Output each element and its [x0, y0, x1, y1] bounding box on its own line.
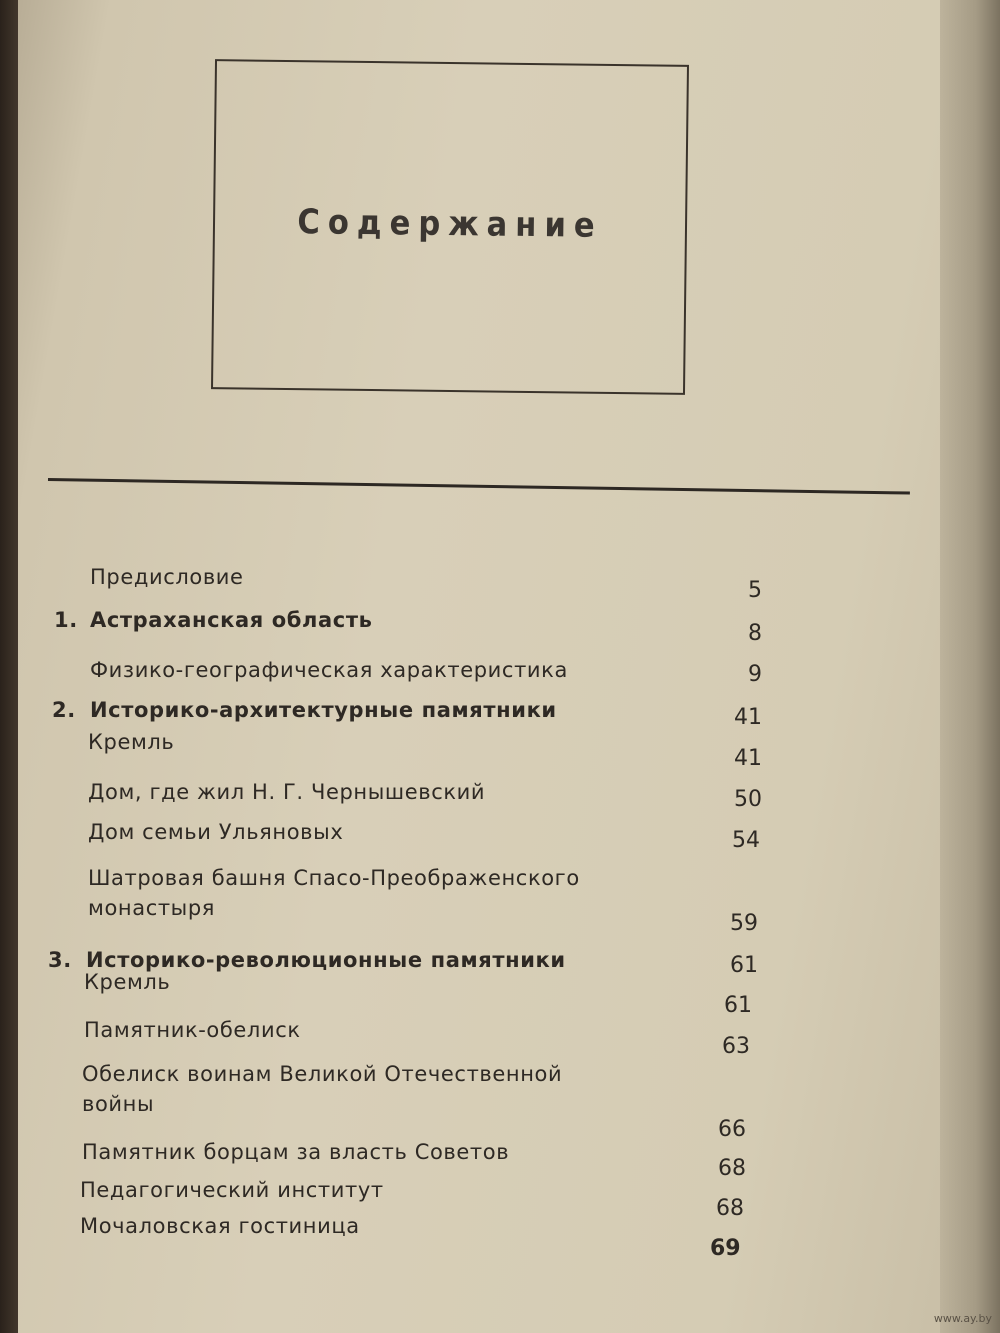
toc-entry-title-continued: монастыря: [88, 896, 216, 920]
toc-entry-page: 69: [710, 1236, 741, 1261]
toc-entry-title: Физико-географическая характеристика: [90, 658, 568, 682]
toc-chapter-title: Историко-революционные памятники: [86, 948, 566, 972]
toc-chapter-number: 2.: [52, 698, 76, 722]
book-page: [18, 0, 950, 1333]
toc-entry-page: 9: [748, 662, 762, 687]
toc-chapter-number: 1.: [54, 608, 78, 632]
toc-entry-title-continued: войны: [82, 1092, 155, 1116]
toc-entry-title: Предисловие: [90, 565, 244, 589]
toc-entry-title: Педагогический институт: [80, 1178, 384, 1202]
toc-entry-title: Дом семьи Ульяновых: [88, 820, 344, 844]
toc-entry-page: 8: [748, 621, 762, 646]
toc-entry-title: Кремль: [88, 730, 175, 754]
watermark: www.ay.by: [933, 1312, 992, 1325]
toc-entry-page: 61: [724, 993, 752, 1018]
toc-entry-page: 50: [734, 787, 762, 812]
toc-entry-page: 5: [748, 578, 762, 603]
toc-entry-page: 59: [730, 911, 758, 936]
toc-chapter-title: Астраханская область: [90, 608, 373, 632]
toc-entry-title: Обелиск воинам Великой Отечественной: [82, 1062, 563, 1086]
toc-entry-title: Дом, где жил Н. Г. Чернышевский: [88, 780, 486, 804]
toc-entry-page: 68: [718, 1156, 746, 1181]
toc-chapter-title: Историко-архитектурные памятники: [90, 698, 557, 722]
toc-entry-page: 41: [734, 705, 762, 730]
table-of-contents: [18, 0, 950, 1333]
toc-entry-title: Шатровая башня Спасо-Преображенского: [88, 866, 580, 890]
toc-entry-page: 54: [732, 828, 760, 853]
page-title: Содержание: [297, 202, 603, 246]
toc-entry-page: 61: [730, 953, 758, 978]
toc-entry-title: Памятник-обелиск: [84, 1018, 301, 1042]
toc-entry-title: Мочаловская гостиница: [80, 1214, 360, 1238]
toc-entry-page: 41: [734, 746, 762, 771]
toc-entry-title: Кремль: [84, 970, 171, 994]
toc-entry-page: 66: [718, 1117, 746, 1142]
toc-entry-page: 63: [722, 1034, 750, 1059]
toc-chapter-number: 3.: [48, 948, 72, 972]
toc-entry-title: Памятник борцам за власть Советов: [82, 1140, 510, 1164]
page-edge: [940, 0, 1000, 1333]
toc-entry-page: 68: [716, 1196, 744, 1221]
